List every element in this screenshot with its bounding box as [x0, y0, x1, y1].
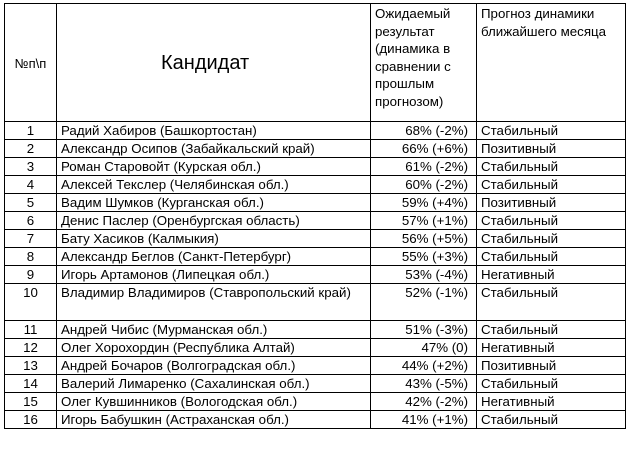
row-forecast: Негативный [477, 339, 626, 357]
table-row [5, 357, 626, 375]
row-candidate: Валерий Лимаренко (Сахалинская обл.) [57, 375, 371, 393]
table-row [5, 140, 626, 158]
row-result: 51% (-3%) [371, 321, 477, 339]
row-candidate: Владимир Владимиров (Ставропольский край) [57, 284, 371, 321]
row-forecast: Стабильный [477, 158, 626, 176]
table-row [5, 284, 626, 321]
candidates-table [4, 3, 626, 429]
row-forecast: Позитивный [477, 357, 626, 375]
row-number: 6 [5, 212, 57, 230]
row-forecast: Стабильный [477, 212, 626, 230]
row-result: 59% (+4%) [371, 194, 477, 212]
header-forecast: Прогноз динамики ближайшего месяца [477, 4, 626, 122]
row-candidate: Олег Кувшинников (Вологодская обл.) [57, 393, 371, 411]
row-number: 12 [5, 339, 57, 357]
row-forecast: Стабильный [477, 122, 626, 140]
row-candidate: Александр Осипов (Забайкальский край) [57, 140, 371, 158]
row-forecast: Негативный [477, 393, 626, 411]
row-forecast: Стабильный [477, 321, 626, 339]
row-candidate: Радий Хабиров (Башкортостан) [57, 122, 371, 140]
row-result: 47% (0) [371, 339, 477, 357]
header-num: №п\п [5, 4, 57, 122]
table-row [5, 411, 626, 429]
row-result: 42% (-2%) [371, 393, 477, 411]
row-number: 13 [5, 357, 57, 375]
row-result: 52% (-1%) [371, 284, 477, 321]
table-row [5, 321, 626, 339]
table-row [5, 122, 626, 140]
row-number: 3 [5, 158, 57, 176]
row-forecast: Стабильный [477, 248, 626, 266]
table-row [5, 393, 626, 411]
row-candidate: Алексей Текслер (Челябинская обл.) [57, 176, 371, 194]
row-candidate: Вадим Шумков (Курганская обл.) [57, 194, 371, 212]
row-result: 41% (+1%) [371, 411, 477, 429]
header-candidate: Кандидат [57, 4, 371, 122]
row-forecast: Стабильный [477, 284, 626, 321]
table-row [5, 212, 626, 230]
row-candidate: Игорь Бабушкин (Астраханская обл.) [57, 411, 371, 429]
table-row [5, 230, 626, 248]
row-result: 68% (-2%) [371, 122, 477, 140]
row-candidate: Роман Старовойт (Курская обл.) [57, 158, 371, 176]
row-result: 66% (+6%) [371, 140, 477, 158]
table-row [5, 248, 626, 266]
header-row [5, 4, 626, 122]
row-forecast: Стабильный [477, 230, 626, 248]
row-result: 61% (-2%) [371, 158, 477, 176]
table-row [5, 375, 626, 393]
row-candidate: Андрей Бочаров (Волгоградская обл.) [57, 357, 371, 375]
row-forecast: Стабильный [477, 375, 626, 393]
row-candidate: Денис Паслер (Оренбургская область) [57, 212, 371, 230]
row-result: 60% (-2%) [371, 176, 477, 194]
row-result: 56% (+5%) [371, 230, 477, 248]
row-number: 11 [5, 321, 57, 339]
row-forecast: Стабильный [477, 176, 626, 194]
row-forecast: Негативный [477, 266, 626, 284]
row-result: 43% (-5%) [371, 375, 477, 393]
row-result: 44% (+2%) [371, 357, 477, 375]
row-number: 15 [5, 393, 57, 411]
row-number: 4 [5, 176, 57, 194]
row-candidate: Андрей Чибис (Мурманская обл.) [57, 321, 371, 339]
row-number: 16 [5, 411, 57, 429]
row-number: 7 [5, 230, 57, 248]
row-number: 14 [5, 375, 57, 393]
row-forecast: Позитивный [477, 140, 626, 158]
header-expected: Ожидаемый результат (динамика в сравнении с прошлым прогнозом) [371, 4, 477, 122]
table-row [5, 194, 626, 212]
row-number: 2 [5, 140, 57, 158]
row-result: 53% (-4%) [371, 266, 477, 284]
table-row [5, 158, 626, 176]
row-number: 8 [5, 248, 57, 266]
table-row [5, 339, 626, 357]
row-candidate: Бату Хасиков (Калмыкия) [57, 230, 371, 248]
row-number: 5 [5, 194, 57, 212]
row-candidate: Игорь Артамонов (Липецкая обл.) [57, 266, 371, 284]
row-result: 57% (+1%) [371, 212, 477, 230]
row-forecast: Позитивный [477, 194, 626, 212]
row-forecast: Стабильный [477, 411, 626, 429]
row-result: 55% (+3%) [371, 248, 477, 266]
row-number: 9 [5, 266, 57, 284]
row-candidate: Олег Хорохордин (Республика Алтай) [57, 339, 371, 357]
row-number: 1 [5, 122, 57, 140]
row-number: 10 [5, 284, 57, 321]
table-row [5, 266, 626, 284]
table-row [5, 176, 626, 194]
row-candidate: Александр Беглов (Санкт-Петербург) [57, 248, 371, 266]
